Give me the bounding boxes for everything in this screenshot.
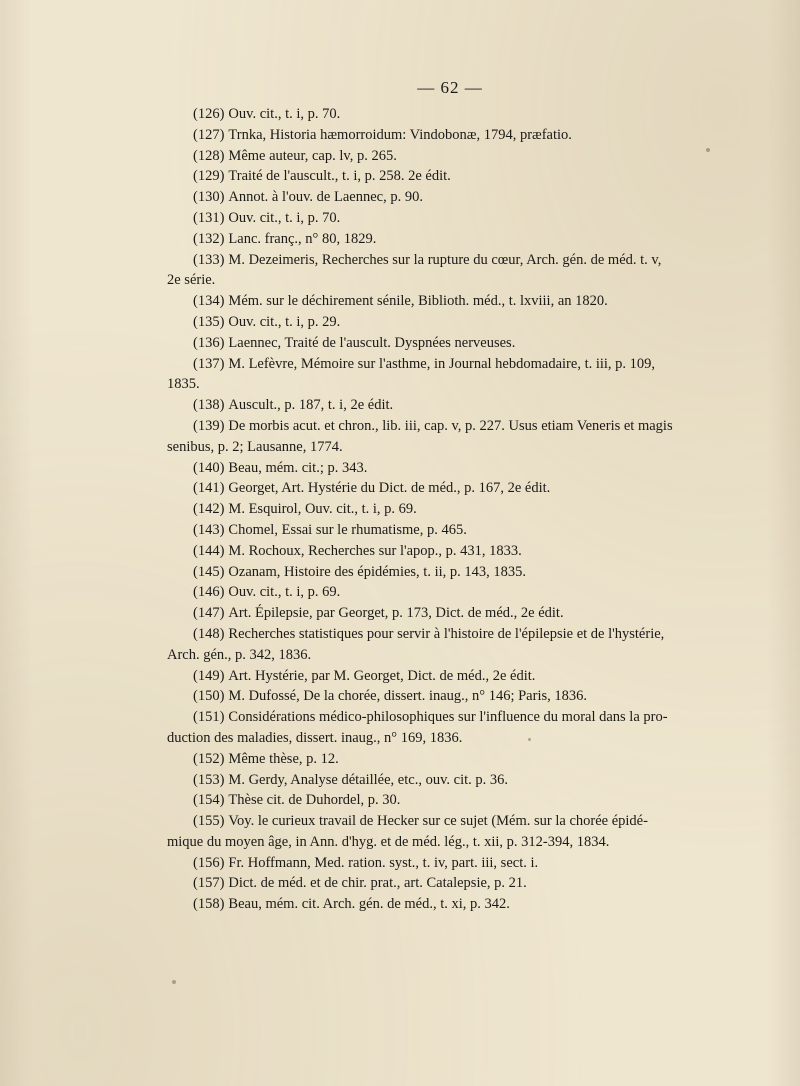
footnote-number: (141) [193, 480, 225, 497]
footnote-number: (151) [193, 709, 225, 726]
footnote [167, 707, 723, 749]
footnote [183, 208, 723, 229]
footnote-continuation: 1835. [167, 376, 200, 393]
footnote [183, 146, 723, 167]
footnote-text: Art. Épilepsie, par Georget, p. 173, Dict. de méd., 2e édit. [228, 605, 564, 622]
footnote [167, 416, 723, 458]
footnote [167, 811, 723, 853]
footnote [183, 333, 723, 354]
footnote-continuation: 2e série. [167, 272, 216, 289]
footnote-text: Georget, Art. Hystérie du Dict. de méd., p. 167, 2e édit. [228, 480, 551, 497]
footnote-text: Thèse cit. de Duhordel, p. 30. [228, 792, 401, 809]
footnote [183, 166, 723, 187]
footnote-number: (128) [193, 147, 225, 164]
footnote-text: Lanc. franç., n° 80, 1829. [228, 230, 377, 247]
page-number: — 62 — [417, 78, 483, 97]
footnote [167, 250, 723, 292]
footnote-number: (156) [193, 854, 225, 871]
footnote-text: Ouv. cit., t. i, p. 70. [228, 106, 341, 122]
footnote-text: Chomel, Essai sur le rhumatisme, p. 465. [228, 521, 467, 538]
footnote-number: (137) [193, 355, 225, 372]
footnote-continuation: Arch. gén., p. 342, 1836. [167, 646, 312, 663]
footnote-text: Ouv. cit., t. i, p. 70. [228, 209, 341, 226]
footnote-number: (154) [193, 792, 225, 809]
footnote-text: Laennec, Traité de l'auscult. Dyspnées nerveuses. [228, 334, 516, 351]
footnote-text: Mém. sur le déchirement sénile, Biblioth. méd., t. lxviii, an 1820. [228, 293, 608, 310]
footnote [183, 770, 723, 791]
footnote [183, 499, 723, 520]
footnote-text: M. Lefèvre, Mémoire sur l'asthme, in Journal hebdomadaire, t. iii, p. 109, [228, 355, 656, 372]
footnote-text: Ozanam, Histoire des épidémies, t. ii, p. 143, 1835. [228, 563, 527, 580]
footnote-number: (129) [193, 168, 225, 185]
footnote-text: De morbis acut. et chron., lib. iii, cap. v, p. 227. Usus etiam Veneris et magis [228, 417, 673, 434]
footnote-number: (134) [193, 293, 225, 310]
footnote-number: (131) [193, 209, 225, 226]
footnote [183, 541, 723, 562]
footnote-number: (145) [193, 563, 225, 580]
footnote [183, 478, 723, 499]
footnote-text: Même thèse, p. 12. [228, 750, 339, 767]
paper-speck [172, 980, 176, 984]
footnote-number: (132) [193, 230, 225, 247]
footnote-number: (133) [193, 251, 225, 268]
footnote-number: (150) [193, 688, 225, 705]
footnote-text: Voy. le curieux travail de Hecker sur ce sujet (Mém. sur la chorée épidé- [228, 813, 648, 830]
footnote-number: (158) [193, 896, 225, 913]
footnote [183, 312, 723, 333]
footnote [167, 354, 723, 396]
footnote-text: Ouv. cit., t. i, p. 29. [228, 313, 341, 330]
paper-speck [528, 738, 531, 741]
footnote-number: (139) [193, 417, 225, 434]
footnote-number: (148) [193, 625, 225, 642]
footnote [183, 458, 723, 479]
footnote [183, 187, 723, 208]
footnote-text: Fr. Hoffmann, Med. ration. syst., t. iv, part. iii, sect. i. [228, 854, 539, 871]
footnote-text: Ouv. cit., t. i, p. 69. [228, 584, 341, 601]
footnote-number: (153) [193, 771, 225, 788]
footnote [183, 395, 723, 416]
footnote-text: Beau, mém. cit.; p. 343. [228, 459, 368, 476]
footnote-number: (147) [193, 605, 225, 622]
footnote [183, 229, 723, 250]
footnote [183, 873, 723, 894]
footnote-text: M. Esquirol, Ouv. cit., t. i, p. 69. [228, 501, 417, 518]
footnote [183, 853, 723, 874]
footnote-text: Art. Hystérie, par M. Georget, Dict. de méd., 2e édit. [228, 667, 536, 684]
footnote [183, 686, 723, 707]
footnote-text: Beau, mém. cit. Arch. gén. de méd., t. xi, p. 342. [228, 896, 510, 913]
footnote [183, 104, 723, 125]
footnote-number: (144) [193, 542, 225, 559]
footnote-number: (155) [193, 813, 225, 830]
paper-speck [706, 148, 710, 152]
footnote-number: (136) [193, 334, 225, 351]
footnote-list [167, 104, 723, 915]
footnote-text: Même auteur, cap. lv, p. 265. [228, 147, 397, 164]
footnote-text: Annot. à l'ouv. de Laennec, p. 90. [228, 189, 423, 206]
footnote-text: Dict. de méd. et de chir. prat., art. Catalepsie, p. 21. [228, 875, 527, 892]
footnote [183, 125, 723, 146]
footnote [167, 624, 723, 666]
footnote [183, 666, 723, 687]
footnote-text: M. Rochoux, Recherches sur l'apop., p. 431, 1833. [228, 542, 522, 559]
footnote-number: (149) [193, 667, 225, 684]
footnote-number: (135) [193, 313, 225, 330]
footnote-text: M. Dezeimeris, Recherches sur la rupture du cœur, Arch. gén. de méd. t. v, [228, 251, 662, 268]
footnote [183, 520, 723, 541]
footnote-number: (146) [193, 584, 225, 601]
footnote [183, 562, 723, 583]
footnote-text: Auscult., p. 187, t. i, 2e édit. [228, 397, 394, 414]
footnote-number: (140) [193, 459, 225, 476]
footnote [183, 291, 723, 312]
footnote-number: (143) [193, 521, 225, 538]
footnote-text: M. Dufossé, De la chorée, dissert. inaug., n° 146; Paris, 1836. [228, 688, 587, 705]
footnote-text: M. Gerdy, Analyse détaillée, etc., ouv. cit. p. 36. [228, 771, 509, 788]
footnote-number: (142) [193, 501, 225, 518]
footnote-number: (130) [193, 189, 225, 206]
footnote-continuation: duction des maladies, dissert. inaug., n° 169, 1836. [167, 729, 463, 746]
footnote [183, 603, 723, 624]
footnote-text: Traité de l'auscult., t. i, p. 258. 2e édit. [228, 168, 451, 185]
footnote-number: (127) [193, 126, 225, 143]
footnote-number: (138) [193, 397, 225, 414]
footnote-continuation: senibus, p. 2; Lausanne, 1774. [167, 438, 343, 455]
footnote [183, 790, 723, 811]
footnote-number: (157) [193, 875, 225, 892]
footnote-number: (126) [193, 106, 225, 122]
footnote [183, 894, 723, 915]
footnote [183, 582, 723, 603]
footnote-text: Trnka, Historia hæmorroidum: Vindobonæ, 1794, præfatio. [228, 126, 572, 143]
footnote-continuation: mique du moyen âge, in Ann. d'hyg. et de méd. lég., t. xii, p. 312-394, 1834. [167, 833, 610, 850]
footnote-number: (152) [193, 750, 225, 767]
footnote-text: Recherches statistiques pour servir à l'histoire de l'épilepsie et de l'hystérie, [228, 625, 665, 642]
footnote-text: Considérations médico-philosophiques sur l'influence du moral dans la pro- [228, 709, 668, 726]
footnote [183, 749, 723, 770]
